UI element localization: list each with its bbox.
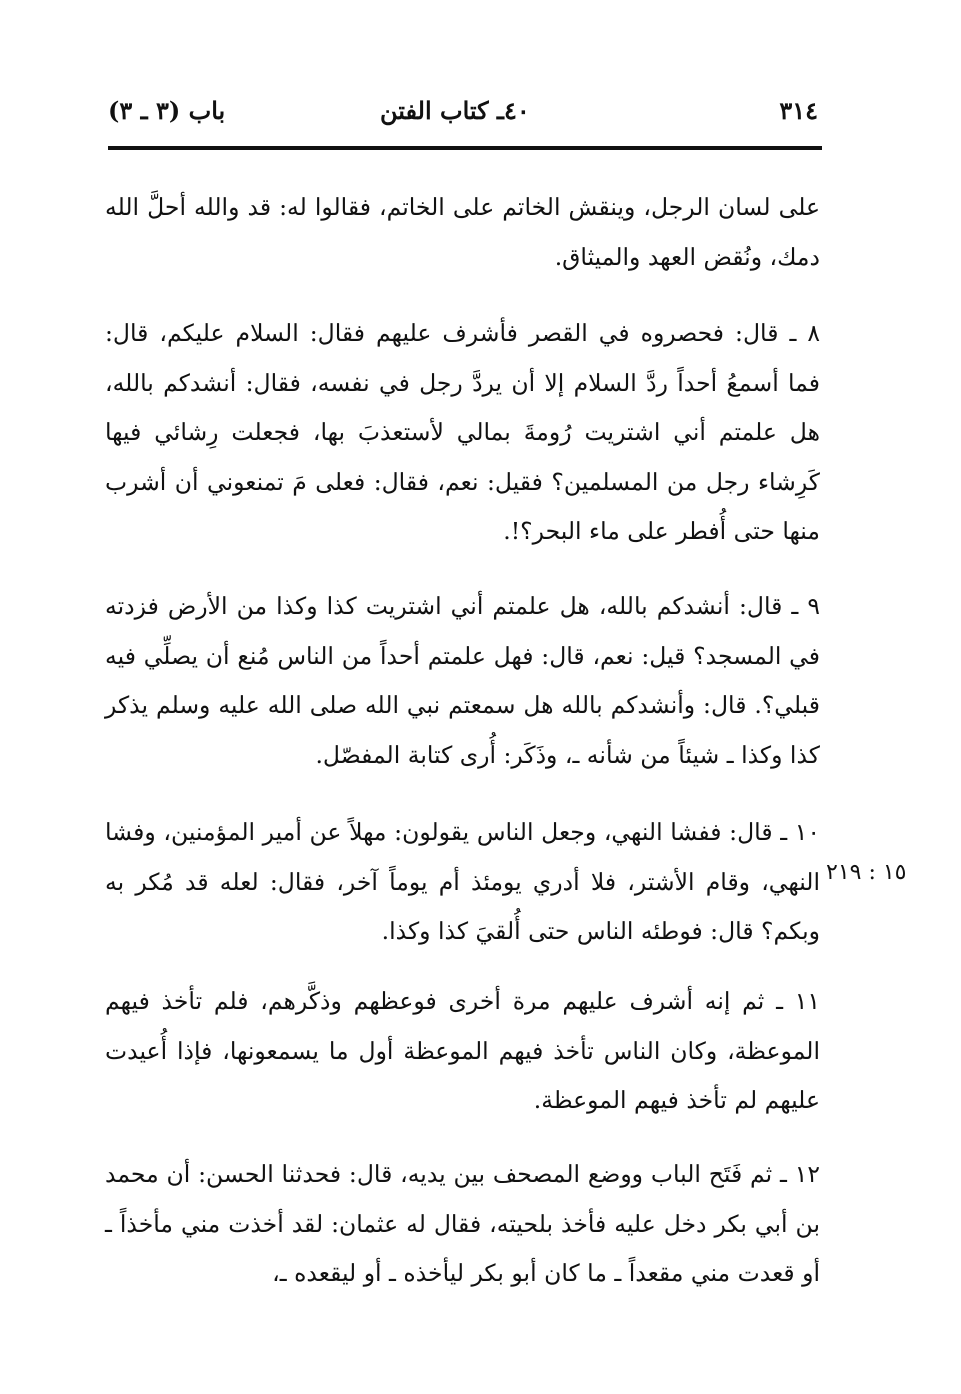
paragraph-9: ٩ ـ قال: أنشدكم بالله، هل علمتم أني اشتريت كذا وكذا من الأرض فزدته في المسجد؟ قيل: نعم، قال: فهل علمتم أحداً من الناس مُنع أن يصلِّي فيه قبلي؟. قال: وأنشدكم بالله هل سمعتم نبي الله صلى الله عليه وسلم يذكر كذا وكذا ـ شيئاً من شأنه ـ، وذَكَر: أُرى كتابة المفصّل. — [105, 592, 820, 769]
paragraph-12: ١٢ ـ ثم فَتَح الباب ووضع المصحف بين يديه، قال: فحدثنا الحسن: أن محمد بن أبي بكر دخل عليه فأخذ بلحيته، فقال له عثمان: لقد أخذت مني مأخذاً ـ أو قعدت مني مقعداً ـ ما كان أبو بكر ليأخذه ـ أو ليقعده ـ، — [105, 1160, 821, 1287]
header-rule — [108, 146, 822, 150]
paragraph-10: ١٠ ـ قال: ففشا النهي، وجعل الناس يقولون: مهلاً عن أمير المؤمنين، وفشا النهي، وقام الأشتر، فلا أدري يومئذ أم يوماً آخر، فقال: لعله قد مُكر به وبكم؟ قال: فوطئه الناس حتى أُلقيَ كذا وكذا. — [105, 818, 820, 945]
paragraph-continuation: على لسان الرجل، وينقش الخاتم على الخاتم، فقالوا له: قد والله أحلَّ الله دمك، ونُقض العهد والميثاق. — [105, 193, 820, 271]
chapter-heading: باب (٣ ـ ٣) — [108, 96, 226, 125]
book-title: ٤٠ـ كتاب الفتن — [380, 96, 530, 125]
paragraph-8: ٨ ـ قال: فحصروه في القصر فأشرف عليهم فقال: السلام عليكم، قال: فما أسمعُ أحداً ردَّ السلام إلا أن يردَّ رجل في نفسه، فقال: أنشدكم بالله، هل علمتم أني اشتريت رُومةَ بمالي لأستعذبَ بها، فجعلت رِشائي فيها كَرِشاء رجل من المسلمين؟ فقيل: نعم، فقال: فعلى مَ تمنعوني أن أشرب منها حتى أُفطر على ماء البحر؟!. — [105, 319, 820, 545]
page-number: ٣١٤ — [779, 96, 818, 125]
margin-reference: ١٥ : ٢١٩ — [826, 860, 907, 885]
paragraph-11: ١١ ـ ثم إنه أشرف عليهم مرة أخرى فوعظهم وذكَّرهم، فلم تأخذ فيهم الموعظة، وكان الناس تأخذ فيهم الموعظة أول ما يسمعونها، فإذا أُعيدت عليهم لم تأخذ فيهم الموعظة. — [105, 987, 820, 1114]
